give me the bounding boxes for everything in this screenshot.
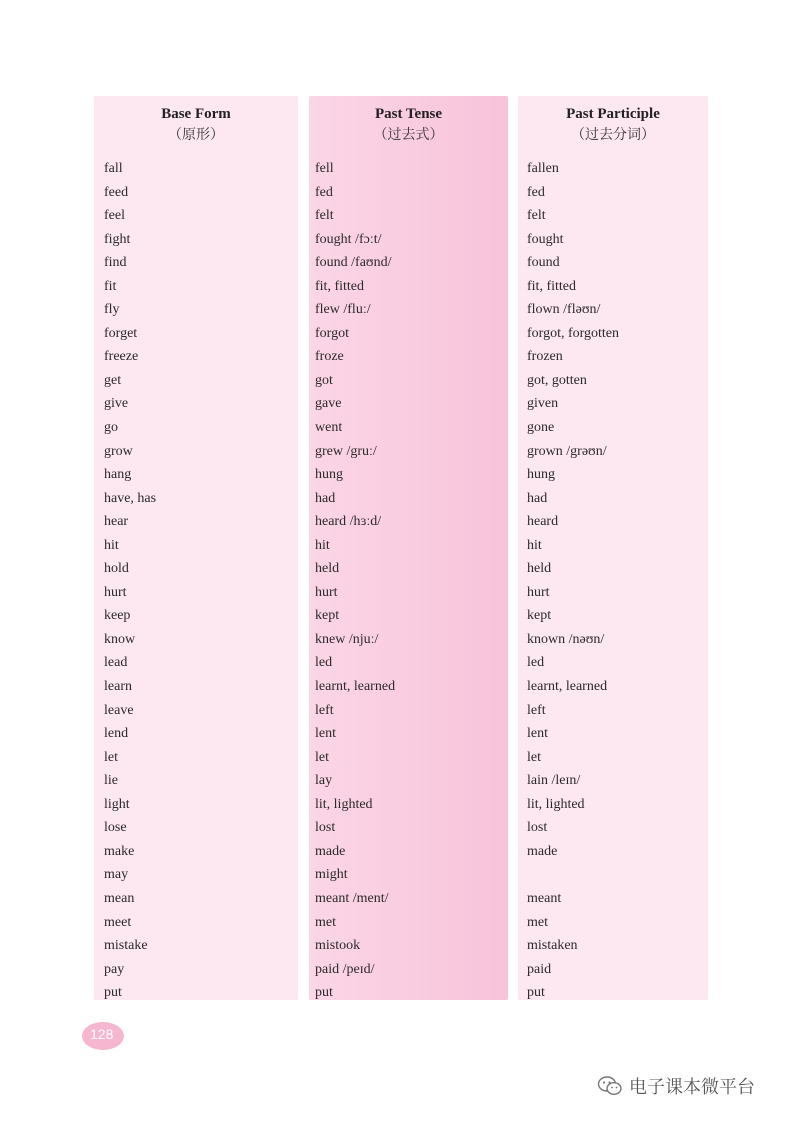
word-entry: held [315,561,340,577]
word-entry: got [315,372,333,388]
word-entry: mistaken [527,938,578,954]
word-entry: paid [527,961,552,977]
word-entry: lost [527,820,548,836]
word-entry: flown /fləʊn/ [527,302,601,318]
word-entry: met [315,914,336,930]
word-entry: lie [104,773,118,789]
word-entry: might [315,867,348,883]
word-entry: met [527,914,548,930]
word-entry: feel [104,208,125,224]
watermark [597,1072,755,1100]
word-entry: hold [104,561,129,577]
word-entry: made [315,843,346,859]
word-entry: hang [104,467,132,483]
word-entry: forget [104,325,138,341]
column-subtitle: （过去式） [373,127,444,143]
word-entry: hit [104,537,119,553]
word-entry: fallen [527,161,559,176]
column-base-form [94,96,298,1000]
word-entry: had [315,490,336,506]
column-title: Base Form [161,106,231,122]
word-entry: hung [527,467,555,483]
word-entry: lead [104,655,128,671]
word-entry: freeze [104,349,139,365]
word-entry: pay [104,961,125,977]
column-subtitle: （原形） [168,127,224,143]
word-entry: meet [104,914,132,930]
word-entry: mistake [104,938,148,954]
word-entry: fought [527,231,564,247]
word-entry: paid /peɪd/ [315,961,375,977]
column-title: Past Tense [374,106,443,122]
column-past-tense [309,96,508,1000]
word-entry: kept [527,608,552,624]
word-entry: lit, lighted [527,796,585,812]
word-entry: make [104,843,135,859]
word-entry: let [104,749,118,765]
word-entry: lent [527,726,548,742]
word-entry [518,863,708,887]
word-entry: lent [315,726,336,742]
word-entry: learnt, learned [315,679,396,695]
word-entry: put [315,985,333,1001]
word-entry: fall [104,161,123,176]
word-entry: gave [315,396,342,412]
word-entry: lend [104,726,129,742]
word-entry: let [527,749,541,765]
word-entry: made [527,843,558,859]
word-entry: know [104,631,136,647]
word-entry: flew /fluː/ [315,302,371,318]
word-list [309,157,508,1005]
column-past-participle [518,96,708,1000]
word-entry: put [104,985,122,1001]
word-list [518,157,708,1005]
word-entry: grew /gruː/ [315,443,377,459]
word-entry: hurt [315,584,338,600]
word-entry: lit, lighted [315,796,373,812]
word-entry: kept [315,608,340,624]
word-entry: lost [315,820,336,836]
page-number: 128 [82,1022,124,1050]
word-entry: hit [527,537,542,553]
word-entry: fell [315,161,334,176]
word-entry: fed [315,184,333,200]
word-entry: feed [104,184,129,200]
word-entry: found [527,255,560,271]
word-entry: hear [104,514,129,530]
word-entry: gone [527,420,555,436]
word-entry: frozen [527,349,563,365]
word-list [94,157,298,1005]
column-subtitle: （过去分词） [571,127,655,143]
word-entry: mistook [315,938,361,954]
word-entry: heard /hɜːd/ [315,514,382,530]
column-title: Past Participle [566,106,660,122]
word-entry: felt [315,208,334,224]
word-entry: known /nəʊn/ [527,631,605,647]
word-entry: fed [527,184,545,200]
word-entry: left [315,702,334,718]
column-header [518,96,708,157]
word-entry: keep [104,608,131,624]
word-entry: found /faʊnd/ [315,255,392,271]
word-entry: felt [527,208,546,224]
word-entry: hung [315,467,343,483]
word-entry: hurt [527,584,550,600]
word-entry: knew /njuː/ [315,631,379,647]
word-entry: grown /grəʊn/ [527,443,607,459]
word-entry: hurt [104,584,127,600]
word-entry: meant [527,890,562,906]
word-entry: got, gotten [527,372,587,388]
word-entry: lay [315,773,333,789]
word-entry: had [527,490,548,506]
word-entry: lain /leɪn/ [527,773,581,789]
word-entry: learnt, learned [527,679,608,695]
word-entry: hit [315,537,330,553]
word-entry: forgot, forgotten [527,325,620,341]
word-entry: light [104,796,130,812]
word-entry: fly [104,302,120,318]
word-entry: froze [315,349,344,365]
watermark-text: 电子课本微平台 [629,1077,755,1098]
word-entry: go [104,420,118,436]
column-header [309,96,508,157]
word-entry: lose [104,820,127,836]
word-entry: fit, fitted [315,278,364,294]
word-entry: give [104,396,129,412]
word-entry: led [527,655,545,671]
word-entry: leave [104,702,134,718]
word-entry: learn [104,679,132,695]
word-entry: let [315,749,329,765]
word-entry: went [315,420,343,436]
word-entry: led [315,655,333,671]
word-entry: have, has [104,490,157,506]
word-entry: fit [104,278,117,294]
word-entry: heard [527,514,559,530]
word-entry: grow [104,443,133,459]
word-entry: given [527,396,559,412]
word-entry: fit, fitted [527,278,576,294]
word-entry: held [527,561,552,577]
word-entry: find [104,255,127,271]
word-entry: may [104,867,129,883]
word-entry: put [527,985,545,1001]
word-entry: meant /ment/ [315,890,389,906]
word-entry: mean [104,890,135,906]
word-entry: get [104,372,122,388]
column-header [94,96,298,157]
word-entry: left [527,702,546,718]
word-entry: fight [104,231,131,247]
word-entry: fought /fɔːt/ [315,231,382,247]
wechat-icon [597,1075,623,1097]
word-entry: forgot [315,325,349,341]
